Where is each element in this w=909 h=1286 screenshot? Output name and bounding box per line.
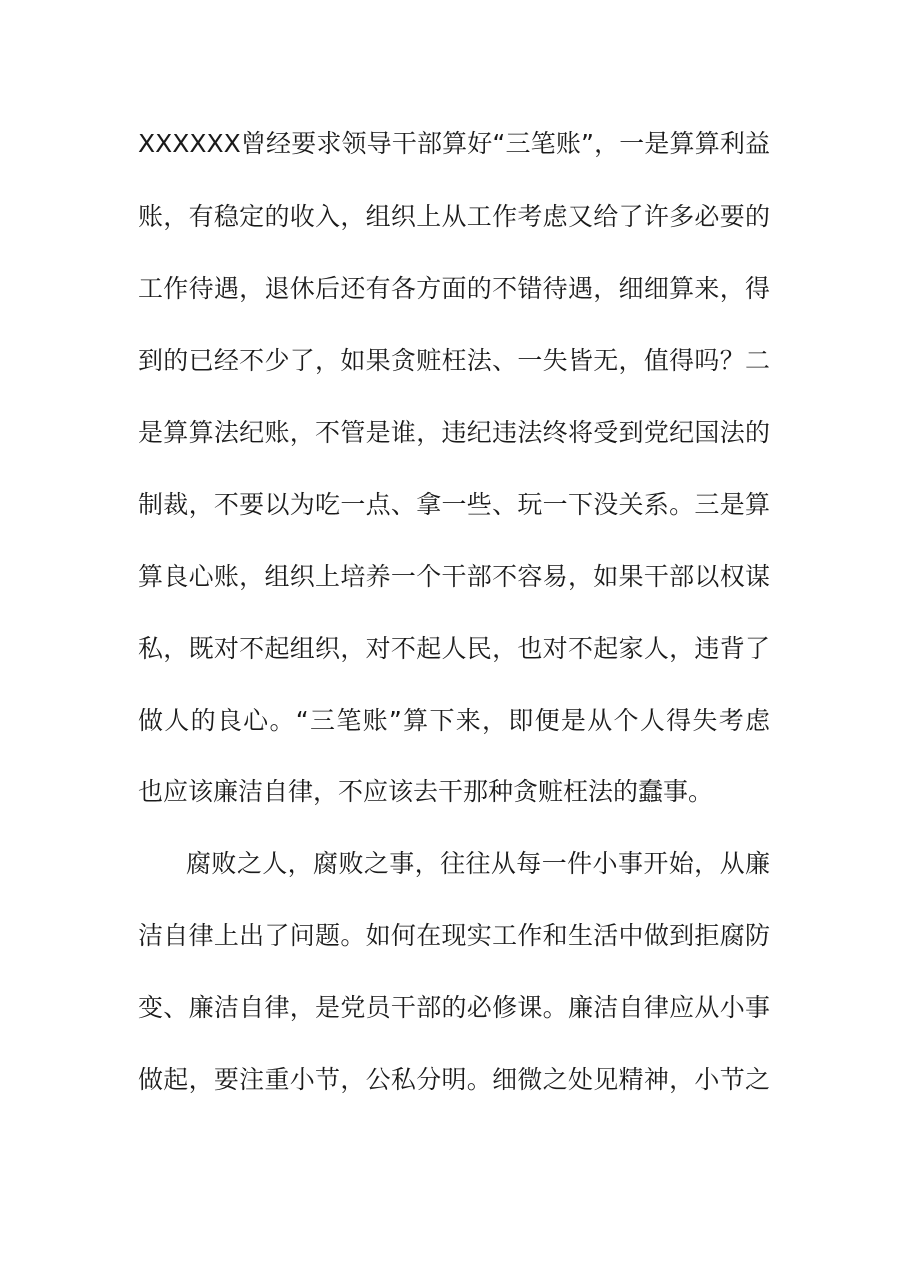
paragraph-1-line-8: 私，既对不起组织，对不起人民，也对不起家人，违背了 — [138, 634, 770, 663]
paragraph-1-line-5: 是算算法纪账，不管是谁，违纪违法终将受到党纪国法的 — [138, 418, 770, 447]
paragraph-1-line-3: 工作待遇，退休后还有各方面的不错待遇，细细算来，得 — [138, 274, 770, 303]
paragraph-1-line-10: 也应该廉洁自律，不应该去干那种贪赃枉法的蠢事。 — [138, 777, 714, 806]
paragraph-1-line-9: 做人的良心。“三笔账”算下来，即便是从个人得失考虑 — [138, 706, 770, 735]
paragraph-2-line-4: 做起，要注重小节，公私分明。细微之处见精神，小节之 — [138, 1065, 770, 1094]
paragraph-1-line-2: 账，有稳定的收入，组织上从工作考虑又给了许多必要的 — [138, 202, 770, 231]
paragraph-1-line-7: 算良心账，组织上培养一个干部不容易，如果干部以权谋 — [138, 562, 770, 591]
paragraph-2-line-2: 洁自律上出了问题。如何在现实工作和生活中做到拒腐防 — [138, 921, 770, 950]
paragraph-2-line-1: 腐败之人，腐败之事，往往从每一件小事开始，从廉 — [186, 849, 770, 878]
paragraph-2-line-3: 变、廉洁自律，是党员干部的必修课。廉洁自律应从小事 — [138, 993, 770, 1022]
paragraph-1-line-6: 制裁，不要以为吃一点、拿一些、玩一下没关系。三是算 — [138, 490, 770, 519]
paragraph-1-line-4: 到的已经不少了，如果贪赃枉法、一失皆无，值得吗？二 — [138, 346, 770, 375]
paragraph-1-line-1: XXXXXX曾经要求领导干部算好“三笔账”，一是算算利益 — [138, 129, 770, 158]
